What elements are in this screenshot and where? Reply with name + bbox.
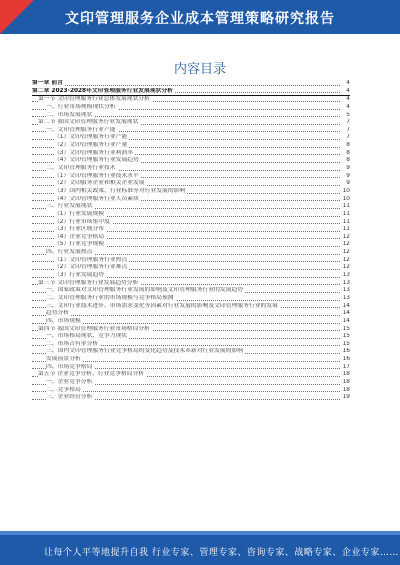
toc-entry[interactable]: [32, 142, 350, 150]
toc-page-number: 18: [342, 386, 350, 393]
toc-page-number: 16: [342, 356, 350, 363]
toc-entry-label: 四、市场规模: [46, 317, 81, 324]
toc-entry-label: （4）文印管理服务行业人员素质: [54, 195, 139, 202]
toc-entry-label: 第四节 我国文印管理服务行业市场格局分析: [38, 325, 150, 332]
toc-entry[interactable]: [32, 249, 350, 257]
toc-page-number: 11: [342, 218, 350, 225]
toc-entry-label: 四、行业发展热点: [46, 249, 93, 256]
toc-entry[interactable]: [32, 104, 350, 112]
table-of-contents: [32, 80, 350, 402]
toc-entry-label: （3）国内相关政策、行业标准等对行业发展的影响: [54, 187, 186, 194]
toc-entry[interactable]: [32, 127, 350, 135]
toc-entry-label: 二、文印管理服务行业技术: [46, 165, 116, 172]
toc-entry[interactable]: [32, 241, 350, 249]
toc-entry[interactable]: [32, 264, 350, 272]
toc-page-number: 13: [342, 294, 350, 301]
toc-page-number: 13: [342, 279, 350, 286]
toc-entry[interactable]: [32, 341, 350, 349]
toc-entry-label: 趋势分析: [46, 310, 70, 317]
report-title: 文印管理服务企业成本管理策略研究报告: [65, 11, 335, 27]
toc-entry[interactable]: [32, 356, 350, 364]
toc-page-number: 15: [342, 325, 350, 332]
toc-entry[interactable]: [32, 280, 350, 288]
toc-entry-label: 第三节 文印管理服务行业发展趋势分析: [38, 279, 139, 286]
toc-entry-label: 二、市场占有率分析: [46, 340, 99, 347]
toc-leader-dots: [32, 85, 340, 86]
toc-entry-label: 三、国内文印管理服务行业竞争格局的变化趋势及技术革新对行业发展的影响: [46, 348, 244, 355]
toc-entry[interactable]: [32, 234, 350, 242]
toc-page-number: 12: [342, 241, 350, 248]
footer-slogan: 让每个人平等地提升自我 行业专家、管理专家、咨询专家、战略专家、企业专家……: [44, 548, 399, 558]
toc-entry[interactable]: [32, 119, 350, 127]
report-header: [0, 0, 400, 34]
toc-entry-label: （2）文印管理服务行业难点: [54, 264, 128, 271]
toc-entry[interactable]: [32, 348, 350, 356]
toc-entry[interactable]: [32, 211, 350, 219]
toc-entry[interactable]: [32, 295, 350, 303]
toc-page-number: 13: [342, 272, 350, 279]
toc-page-number: 14: [342, 310, 350, 317]
toc-entry-label: （1）文印管理服务行业产能: [54, 134, 128, 141]
toc-page-number: 11: [342, 226, 350, 233]
toc-entry-label: （3）行业区域分布: [54, 226, 105, 233]
toc-entry[interactable]: [32, 387, 350, 395]
toc-entry-label: 二、市场发展现状: [46, 111, 93, 118]
toc-entry-label: 第一节 文印管理服务行业总体发展现状分析: [38, 96, 150, 103]
toc-entry-label: （2）行业市场集中度: [54, 218, 110, 225]
toc-page-number: 8: [346, 157, 350, 164]
toc-page-number: 12: [342, 233, 350, 240]
toc-page-number: 7: [346, 126, 350, 133]
toc-entry-label: 四、市场竞争格局: [46, 363, 93, 370]
toc-entry[interactable]: [32, 364, 350, 372]
toc-page-number: 9: [346, 180, 350, 187]
toc-entry[interactable]: [32, 188, 350, 196]
toc-page-number: 5: [346, 111, 350, 118]
toc-entry-label: 第二节 我国文印管理服务行业发展现状: [38, 119, 139, 126]
toc-page-number: 17: [342, 363, 350, 370]
toc-page-number: 11: [342, 210, 350, 217]
toc-entry[interactable]: [32, 80, 350, 88]
toc-title: 内容目录: [173, 62, 226, 77]
toc-page-number: 11: [342, 203, 350, 210]
toc-entry-label: （2）文印服务企业和相关企业发展: [54, 180, 145, 187]
toc-entry-label: （1）文印管理服务行业热点: [54, 256, 128, 263]
toc-entry-label: 三、行业发展现状: [46, 203, 93, 210]
toc-page-number: 14: [342, 302, 350, 309]
toc-entry-label: 一、国家政策对文印管理服务行业发展的影响及文印管理服务行业的发展趋势: [46, 287, 244, 294]
toc-page-number: 7: [346, 134, 350, 141]
toc-entry[interactable]: [32, 303, 350, 311]
toc-page-number: 18: [342, 371, 350, 378]
toc-entry[interactable]: [32, 88, 350, 97]
toc-entry-label: （5）行业竞争规模: [54, 241, 105, 248]
toc-entry-label: 一、企业竞争分析: [46, 378, 93, 385]
toc-page-number: 12: [342, 256, 350, 263]
toc-entry[interactable]: [32, 310, 350, 318]
toc-entry[interactable]: [32, 157, 350, 165]
toc-entry-label: （3）行业发展趋势: [54, 272, 105, 279]
toc-entry[interactable]: [32, 326, 350, 334]
toc-entry-label: 发展前景分析: [46, 356, 81, 363]
toc-entry-label: （2）文印管理服务行业产量: [54, 142, 128, 149]
toc-entry-label: 一、文印管理服务行业产能: [46, 126, 116, 133]
toc-entry-label: （3）文印管理服务行业利润率: [54, 149, 134, 156]
toc-entry[interactable]: [32, 371, 350, 379]
toc-entry[interactable]: [32, 150, 350, 158]
toc-entry[interactable]: [32, 257, 350, 265]
toc-entry[interactable]: [32, 394, 350, 402]
toc-page-number: 13: [342, 287, 350, 294]
toc-entry[interactable]: [32, 112, 350, 120]
toc-entry-label: 二、文印管理服务行业的市场规模与竞争格局预测: [46, 294, 174, 301]
toc-entry-label: （1）行业发展规模: [54, 210, 105, 217]
toc-page-number: 4: [346, 80, 350, 86]
toc-page-number: 7: [346, 119, 350, 126]
toc-page-number: 4: [346, 87, 350, 94]
toc-entry-label: 一、市场格局现状、竞争力现状: [46, 333, 128, 340]
toc-entry[interactable]: [32, 180, 350, 188]
toc-entry-label: 一、行业市场规模现状分析: [46, 103, 116, 110]
toc-page-number: 4: [346, 103, 350, 110]
toc-page-number: 9: [346, 172, 350, 179]
toc-entry[interactable]: [32, 96, 350, 104]
toc-page-number: 8: [346, 149, 350, 156]
toc-page-number: 15: [342, 333, 350, 340]
toc-entry[interactable]: [32, 219, 350, 227]
toc-entry-label: 二、竞争格局: [46, 386, 81, 393]
toc-entry[interactable]: [32, 203, 350, 211]
toc-page-number: 10: [342, 187, 350, 194]
toc-page-number: 10: [342, 195, 350, 202]
toc-page-number: 4: [346, 96, 350, 103]
toc-entry[interactable]: [32, 134, 350, 142]
toc-page-number: 8: [346, 142, 350, 149]
toc-entry-label: 第二章 2023-2028年文印管理服务行业发展现状分析: [32, 87, 174, 94]
toc-entry-label: （4）企业竞争格局: [54, 233, 105, 240]
toc-entry[interactable]: [32, 379, 350, 387]
toc-page-number: 14: [342, 317, 350, 324]
toc-entry[interactable]: [32, 287, 350, 295]
toc-page-number: 12: [342, 264, 350, 271]
toc-page-number: 16: [342, 348, 350, 355]
toc-entry[interactable]: [32, 226, 350, 234]
toc-page-number: 19: [342, 394, 350, 401]
toc-entry-label: 第一章 前言: [32, 80, 64, 86]
toc-page-number: 12: [342, 249, 350, 256]
toc-page-number: 9: [346, 165, 350, 172]
toc-entry-label: 第五节 企业竞争分析、行业竞争格局分析: [38, 371, 145, 378]
toc-entry-label: （1）文印管理服务行业技术水平: [54, 172, 139, 179]
toc-entry[interactable]: [32, 318, 350, 326]
toc-entry[interactable]: [32, 165, 350, 173]
toc-leader-dots: [32, 315, 340, 316]
toc-page-number: 18: [342, 378, 350, 385]
toc-entry[interactable]: [32, 173, 350, 181]
toc-entry[interactable]: [32, 196, 350, 204]
toc-entry[interactable]: [32, 272, 350, 280]
toc-entry-label: （4）文印管理服务行业发展趋势: [54, 157, 139, 164]
toc-page-number: 15: [342, 340, 350, 347]
toc-entry-label: 三、文印行业技术进步、市场需求变化等因素对行业发展的影响及文印管理服务行业的发展: [46, 302, 278, 309]
toc-entry-label: 三、企业经营分析: [46, 394, 93, 401]
toc-entry[interactable]: [32, 333, 350, 341]
report-footer: [0, 535, 400, 565]
